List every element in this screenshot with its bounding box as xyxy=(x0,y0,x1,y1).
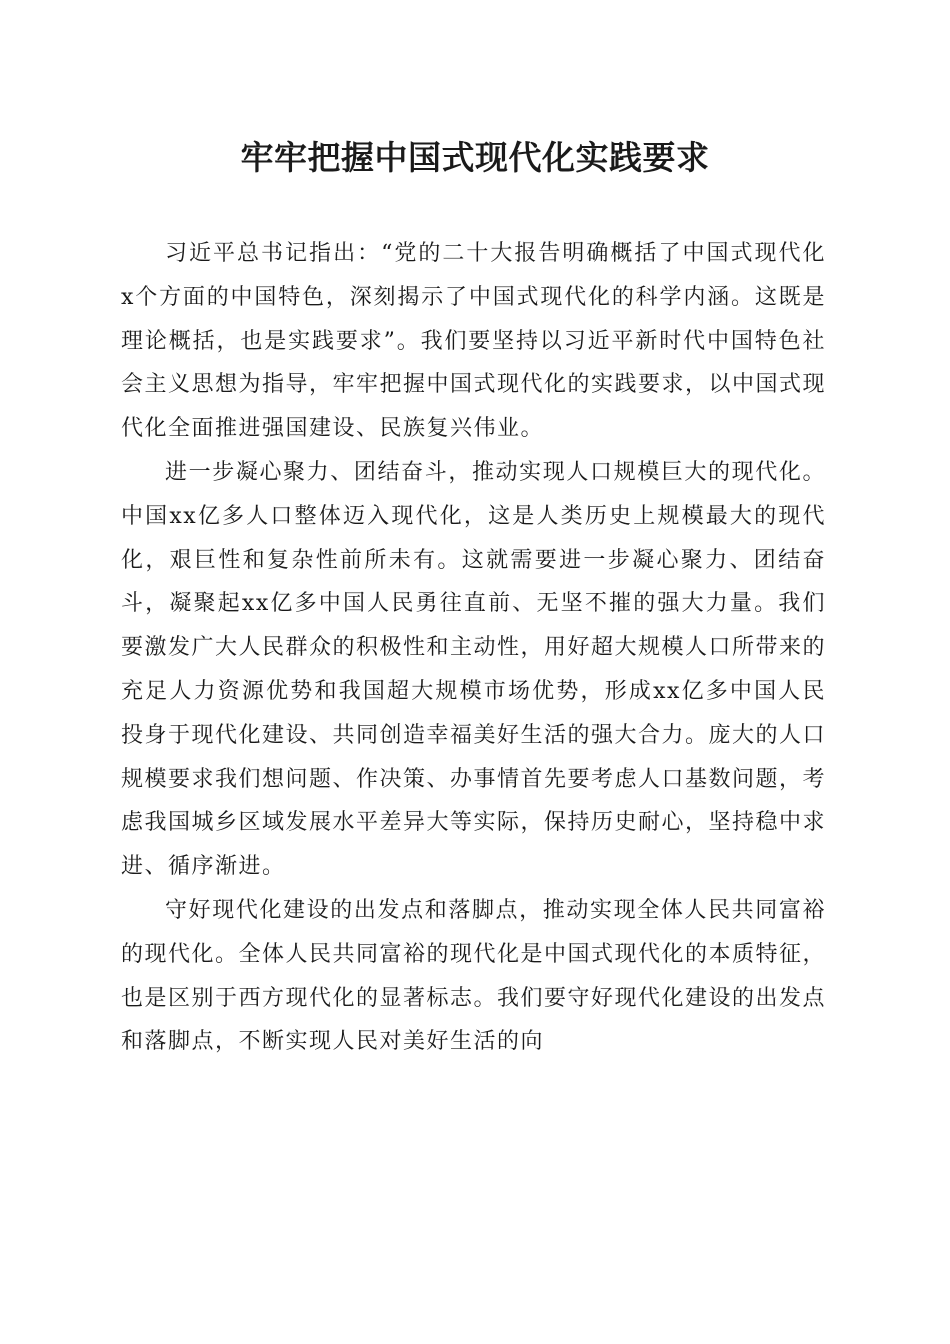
document-body xyxy=(121,232,826,1064)
document-title: 牢牢把握中国式现代化实践要求 xyxy=(240,138,710,177)
paragraph: 习近平总书记指出：“党的二十大报告明确概括了中国式现代化x个方面的中国特色，深刻揭示了中国式现代化的科学内涵。这既是理论概括，也是实践要求”。我们要坚持以习近平新时代中国特色社会主义思想为指导，牢牢把握中国式现代化的实践要求，以中国式现代化全面推进强国建设、民族复兴伟业。 xyxy=(121,241,827,442)
paragraph: 进一步凝心聚力、团结奋斗，推动实现人口规模巨大的现代化。中国xx亿多人口整体迈入现代化，这是人类历史上规模最大的现代化，艰巨性和复杂性前所未有。这就需要进一步凝心聚力、团结奋斗，凝聚起xx亿多中国人民勇往直前、无坚不摧的强大力量。我们要激发广大人民群众的积极性和主动性，用好超大规模人口所带来的充足人力资源优势和我国超大规模市场优势，形成xx亿多中国人民投身于现代化建设、共同创造幸福美好生活的强大合力。庞大的人口规模要求我们想问题、作决策、办事情首先要考虑人口基数问题，考虑我国城乡区域发展水平差异大等实际，保持历史耐心，坚持稳中求进、循序渐进。 xyxy=(121,459,827,880)
paragraph: 守好现代化建设的出发点和落脚点，推动实现全体人民共同富裕的现代化。全体人民共同富裕的现代化是中国式现代化的本质特征，也是区别于西方现代化的显著标志。我们要守好现代化建设的出发点和落脚点，不断实现人民对美好生活的向 xyxy=(121,897,827,1055)
